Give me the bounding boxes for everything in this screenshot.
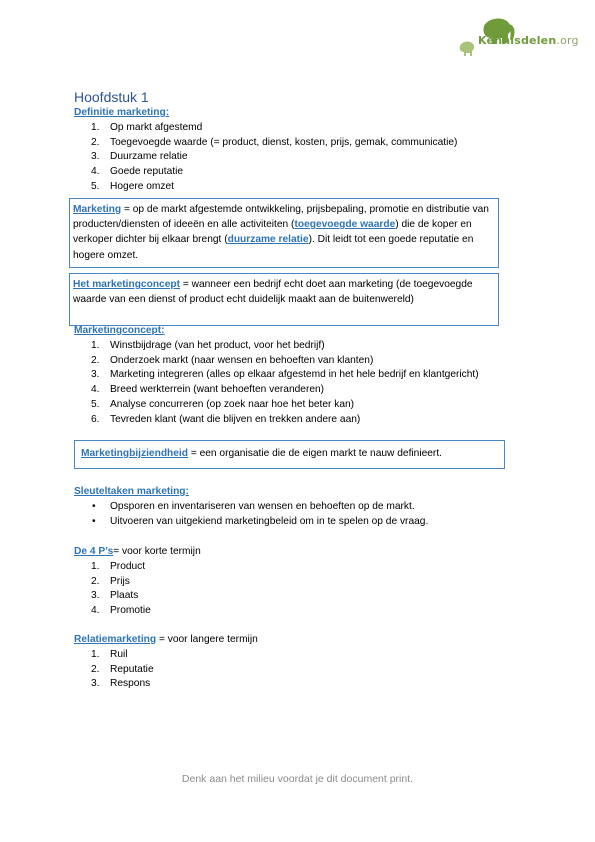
list-item: 1. Op markt afgestemd xyxy=(91,121,203,133)
duurzame-relatie-link[interactable]: duurzame relatie xyxy=(227,234,309,246)
marketingconcept-section xyxy=(74,324,524,428)
marketingconcept-definition-box: Het marketingconcept = wanneer een bedrijf echt doet aan marketing (de toegevoegde waarde van een dienst of product echt duidelijk maakt aan de buitenwereld) xyxy=(69,273,499,326)
vier-p-list xyxy=(74,560,524,619)
main-content xyxy=(74,88,514,195)
list-item: 2. Toegevoegde waarde (= product, dienst, kosten, prijs, gemak, communicatie) xyxy=(91,136,458,148)
vier-p-section: De 4 P’s= voor korte termijn 1. Product 2. Prijs 3. Plaats 4. Promotie xyxy=(74,545,524,619)
list-item: 4. Promotie xyxy=(91,605,151,617)
list-item: 5. Hogere omzet xyxy=(91,180,174,192)
marketingconcept-term-link[interactable]: Het marketingconcept xyxy=(73,279,180,290)
list-item: 2. Prijs xyxy=(91,575,130,587)
list-item: 2. Onderzoek markt (naar wensen en behoeften van klanten) xyxy=(91,354,374,366)
list-item: • Uitvoeren van uitgekiend marketingbeleid om in te spelen op de vraag. xyxy=(92,515,429,527)
sleuteltaken-list xyxy=(74,500,524,530)
marketing-term-link[interactable]: Marketing xyxy=(73,204,122,215)
marketing-definition-box: Marketing = op de markt afgestemde ontwikkeling, prijsbepaling, promotie en distributie van producten/diensten of ideeën en alle activiteiten (toegevoegde waarde) die de koper en verkoper dichter bij elkaar brengt (duurzame relatie). Dit leidt tot een goede reputatie en hogere omzet. xyxy=(69,198,499,268)
section-heading-relatiemarketing: Relatiemarketing xyxy=(74,634,157,645)
section-heading-4p: De 4 P’s xyxy=(74,546,114,557)
list-item: 3. Marketing integreren (alles op elkaar afgestemd in het hele bedrijf en klantgericht) xyxy=(91,369,479,381)
marketingconcept-list xyxy=(74,339,524,428)
section-heading-definitie: Definitie marketing: xyxy=(74,107,170,118)
list-item: 6. Tevreden klant (want die blijven en trekken andere aan) xyxy=(91,413,361,425)
logo-text: Kennisdelen.org xyxy=(478,34,579,47)
list-item: 3. Respons xyxy=(91,678,151,690)
relatie-section: Relatiemarketing = voor langere termijn 1. Ruil 2. Reputatie 3. Respons xyxy=(74,633,524,692)
page-footer: Denk aan het milieu voordat je dit document print. xyxy=(181,773,414,785)
definitie-list xyxy=(74,121,514,195)
marketingbijziendheid-box: Marketingbijziendheid = een organisatie die de eigen markt te nauw definieert. xyxy=(74,440,505,469)
list-item: 3. Duurzame relatie xyxy=(91,151,188,163)
list-item: 1. Ruil xyxy=(91,648,128,660)
section-heading-marketingconcept: Marketingconcept: xyxy=(74,325,165,336)
marketingbijziendheid-term-link[interactable]: Marketingbijziendheid xyxy=(81,448,188,459)
list-item: • Opsporen en inventariseren van wensen en behoeften op de markt. xyxy=(92,500,415,512)
list-item: 5. Analyse concurreren (op zoek naar hoe het beter kan) xyxy=(91,398,355,410)
chapter-title: Hoofdstuk 1 xyxy=(74,89,149,105)
list-item: 2. Reputatie xyxy=(91,663,154,675)
list-item: 1. Winstbijdrage (van het product, voor het bedrijf) xyxy=(91,339,325,351)
relatie-list xyxy=(74,648,524,692)
toegevoegde-waarde-link[interactable]: toegevoegde waarde xyxy=(294,219,396,231)
list-item: 3. Plaats xyxy=(91,590,139,602)
sleuteltaken-section xyxy=(74,485,524,529)
list-item: 4. Goede reputatie xyxy=(91,166,184,178)
list-item: 4. Breed werkterrein (want behoeften veranderen) xyxy=(91,384,325,396)
list-item: 1. Product xyxy=(91,560,146,572)
section-heading-sleuteltaken: Sleuteltaken marketing: xyxy=(74,486,189,497)
